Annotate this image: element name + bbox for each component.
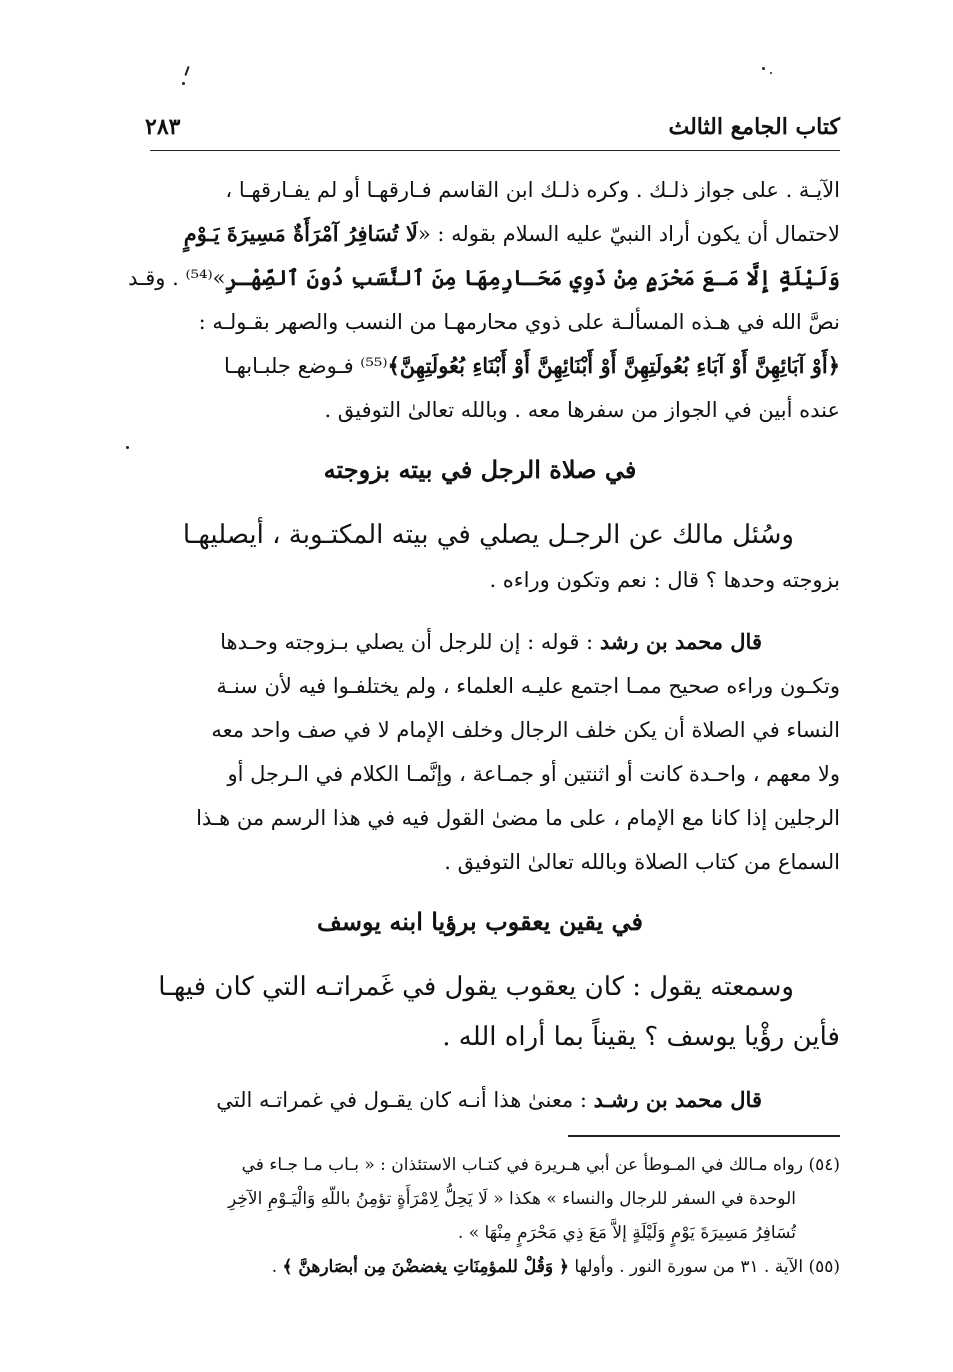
- question-paragraph-cont: [120, 1010, 840, 1064]
- text-line: [120, 344, 840, 388]
- main-text: [120, 168, 840, 1122]
- footnote-54: [120, 1148, 840, 1250]
- scan-speck: [184, 66, 189, 76]
- text-line: فأين رؤْيا يوسف ؟ يقيناً بما أراه الله .: [442, 1022, 840, 1052]
- commentary-paragraph: [120, 1078, 840, 1122]
- question-paragraph: [120, 508, 840, 562]
- footnote-line: الوحدة في السفر للرجال والنساء » هكذا « لَا يَحِلُّ لِامْرَأَةٍ تؤمِنُ باللّهِ وَالْيَـوْمِ الآخِرِ: [228, 1189, 796, 1209]
- text-line: وتكـون وراءه صحيح ممـا اجتمع عليـه العلماء ، ولم يختلفـوا فيه لأن سنـة: [216, 674, 840, 698]
- text-line: الرجلين إذا كانا مع الإمام ، على ما مضىٰ القول فيه في هذا الرسم من هـذا: [196, 806, 840, 830]
- quran-verse: ﴿ وَقُلْ للمؤمِنَاتِ يغضضْنَ مِن أبصَارهنَّ ﴾: [282, 1257, 569, 1277]
- hadith-quote: لَا تُسَافِرُ آمْرَأَةٌ مَسِيرَةَ يَـوْمٍ: [183, 221, 418, 246]
- text-segment: .: [271, 1257, 283, 1277]
- commentator-label: قال محمد بن رشـد: [593, 1087, 762, 1112]
- section-heading: في يقين يعقوب برؤيا ابنه يوسف: [317, 907, 643, 936]
- running-header: [145, 108, 840, 148]
- footnotes: [120, 1148, 840, 1284]
- text-line: ولا معهم ، واحـدة كانت أو اثنتين أو جمـاعة ، وإنَّمـا الكلام في الـرجل أو: [227, 762, 840, 786]
- text-line: السماع من كتاب الصلاة وبالله تعالىٰ التوفيق .: [444, 850, 840, 874]
- question-paragraph-cont: [120, 558, 840, 602]
- footnote-rule: [568, 1135, 840, 1137]
- quran-verse: ﴿أَوْ آبَائِهِنَّ أَوْ آبَاءِ بُعُولَتِهِنَّ أَوْ أَبْنَائِهِنَّ أَوْ أَبْنَاءِ بُعُولَتِهِنَّ﴾: [387, 353, 840, 378]
- text-line: [120, 620, 840, 664]
- section-heading: في صلاة الرجل في بيته بزوجته: [323, 455, 637, 484]
- footnote-line: تُسَافِرُ مَسِيرَةَ يَوْمٍ وَلَيْلَةٍ إلاَّ مَعَ ذِي مَحْرَمٍ مِنْهَا » .: [457, 1223, 796, 1243]
- footnote-line: (٥٤) رواه مـالك في المـوطأ عن أبي هـريرة في كتـاب الاستئذان : « بـاب مـا جـاء في: [241, 1155, 840, 1175]
- paragraph-1: [120, 168, 840, 432]
- text-line: [120, 256, 840, 300]
- text-segment: (٥٥) الآية . ٣١ من سورة النور . وأولها: [568, 1257, 840, 1277]
- text-segment: : معنىٰ هذا أنـه كان يقـول في غمراتـه التي: [216, 1088, 594, 1112]
- footnote-55: [120, 1250, 840, 1284]
- text-segment: لاحتمال أن يكون أراد النبيّ عليه السلام بقوله : «: [417, 222, 840, 246]
- header-book-title: كتاب الجامع الثالث: [668, 114, 840, 140]
- text-line: الآيـة . على جواز ذلـك . وكره ذلـك ابن القاسم فـارقهـا أو لم يفـارقهـا ،: [225, 178, 840, 202]
- commentary-paragraph: [120, 620, 840, 884]
- scan-speck: [762, 67, 765, 70]
- text-line: عنده أبين في الجواز من سفرها معه . وبالله تعالىٰ التوفيق .: [324, 398, 840, 422]
- text-line: وسمعته يقول : كان يعقوب يقول في غَمراتـه التي كان فيهـا: [158, 972, 794, 1002]
- text-line: نصَّ الله في هـذه المسألـة على ذوي محارمهـا من النسب والصهر بقـولـه :: [198, 310, 840, 334]
- text-segment: »⁽⁵⁴⁾ . وقـد: [128, 266, 226, 290]
- scan-speck: [770, 72, 772, 74]
- scan-speck: [182, 82, 185, 85]
- hadith-quote: وَلَيْلَةٍ إِلَّا مَـعَ مَحْرَمٍ مِنْ ذَوِي مَحَـارِمِهَا مِنَ ٱلنَّسَبِ دُونَ ٱلصِّهْـرِ: [225, 265, 840, 290]
- text-line: [120, 1078, 840, 1122]
- text-line: بزوجته وحدها ؟ قال : نعم وتكون وراءه .: [489, 568, 840, 592]
- header-rule: [150, 150, 840, 151]
- text-line: وسُئل مالك عن الرجـل يصلي في بيته المكتـوبة ، أيصليهـا: [182, 520, 794, 550]
- text-line: النساء في الصلاة أن يكن خلف الرجال وخلف الإمام لا في صف واحد معه: [211, 718, 840, 742]
- commentator-label: قال محمد بن رشد: [599, 629, 762, 654]
- page-number: ٢٨٣: [145, 114, 181, 140]
- text-line: [120, 212, 840, 256]
- text-segment: ⁽⁵⁵⁾ فـوضع جلبـابهـا: [224, 354, 388, 378]
- text-segment: : قوله : إن للرجل أن يصلي بـزوجته وحـدها: [220, 630, 600, 654]
- question-paragraph: [120, 960, 840, 1014]
